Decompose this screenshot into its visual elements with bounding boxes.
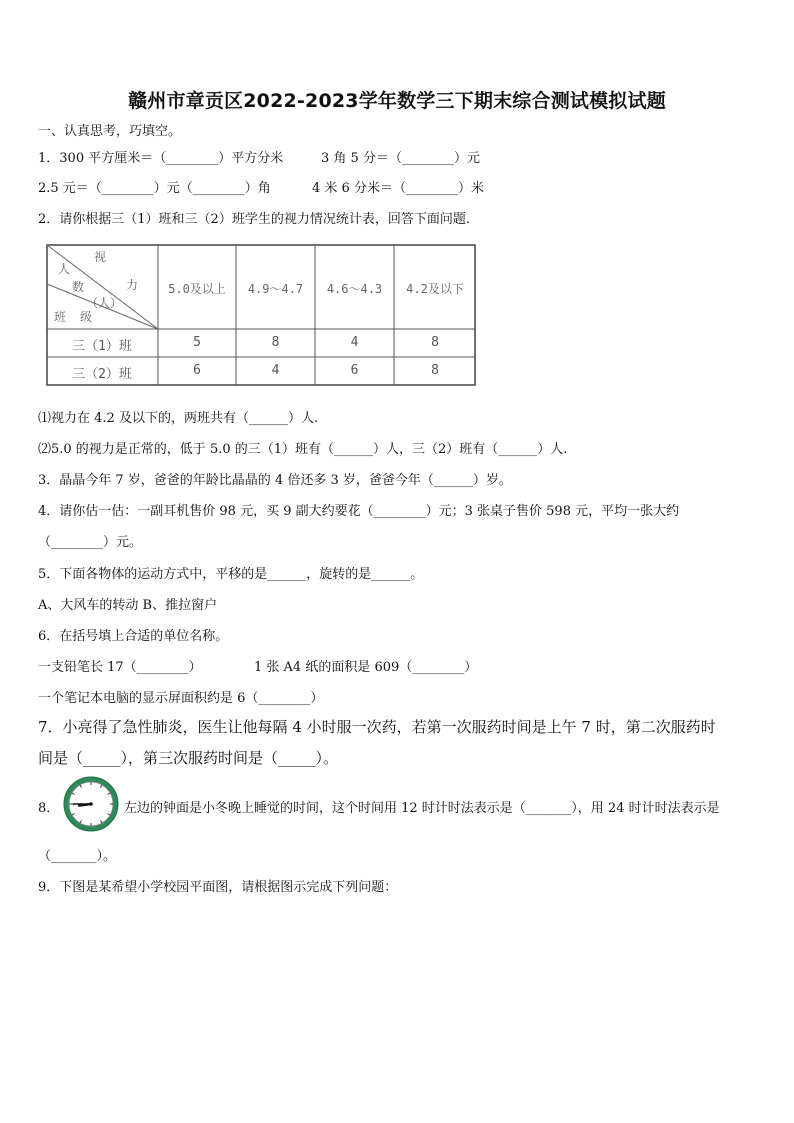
clock-face <box>62 775 120 833</box>
corner-label-class2: 级 <box>80 310 93 324</box>
header-5-0-plus: 5.0及以上 <box>168 282 226 296</box>
q1-line1b: 3 角 5 分＝（________）元 <box>321 151 480 166</box>
corner-label-vision1: 视 <box>94 250 107 264</box>
header-4-9-4-7: 4.9～4.7 <box>247 282 304 296</box>
q9-text: 9．下图是某希望小学校园平面图，请根据图示完成下列问题： <box>38 880 398 895</box>
q7-line2: 间是（_____），第三次服药时间是（_____）。 <box>38 749 339 767</box>
q4-line2: （________）元。 <box>38 535 143 550</box>
q5-text: 5．下面各物体的运动方式中，平移的是______，旋转的是______。 <box>38 567 424 582</box>
clock-icon <box>62 775 120 833</box>
row-label-class1: 三（1）班 <box>72 339 132 354</box>
corner-label-person2: 数 <box>72 280 85 294</box>
q1-line2a: 2.5 元＝（________）元（________）角 <box>38 181 271 196</box>
page-title: 赣州市章贡区2022-2023学年数学三下期末综合测试模拟试题 <box>128 90 666 112</box>
q8-number: 8． <box>38 801 60 816</box>
q3-text: 3．晶晶今年 7 岁，爸爸的年龄比晶晶的 4 倍还多 3 岁，爸爸今年（______）岁。 <box>38 473 512 488</box>
header-4-6-4-3: 4.6～4.3 <box>326 282 383 296</box>
corner-label-unit: （人） <box>86 296 123 310</box>
table-cell: 4 <box>350 335 359 350</box>
q2-sub2: ⑵5.0 的视力是正常的，低于 5.0 的三（1）班有（______）人，三（2）班有（______）人. <box>38 442 568 457</box>
corner-label-person1: 人 <box>58 262 71 276</box>
q6-line1b: 1 张 A4 纸的面积是 609（________） <box>254 660 478 675</box>
table-cell: 8 <box>431 335 439 350</box>
q8-line1: 左边的钟面是小冬晚上睡觉的时间，这个时间用 12 时计时法表示是（_______），用 24 时计时法表示是 <box>124 801 720 816</box>
q5-options: A、大风车的转动 B、推拉窗户 <box>38 598 218 613</box>
q6-line1a: 一支铅笔长 17（________） <box>38 660 202 675</box>
q1-line1a: 1．300 平方厘米＝（________）平方分米 <box>38 151 284 166</box>
row-label-class2: 三（2）班 <box>72 367 132 382</box>
corner-label-class1: 班 <box>54 310 67 324</box>
q2-sub1: ⑴视力在 4.2 及以下的，两班共有（______）人. <box>38 411 319 426</box>
q7-line1: 7．小亮得了急性肺炎，医生让他每隔 4 小时服一次药，若第一次服药时间是上午 7 时，第二次服药时 <box>38 718 716 736</box>
table-cell: 4 <box>271 363 280 378</box>
table-cell: 8 <box>431 363 439 378</box>
table-cell: 6 <box>193 363 201 378</box>
q6-line2: 一个笔记本电脑的显示屏面积约是 6（________） <box>38 691 324 706</box>
corner-label-vision2: 力 <box>126 278 139 292</box>
section-heading: 一、认真思考，巧填空。 <box>38 124 182 139</box>
q1-line2b: 4 米 6 分米＝（________）米 <box>312 181 484 196</box>
table-cell: 5 <box>193 335 201 350</box>
vision-table <box>46 244 476 386</box>
q2-text: 2．请你根据三（1）班和三（2）班学生的视力情况统计表，回答下面问题. <box>38 212 470 227</box>
q8-line2: （_______）。 <box>38 849 117 864</box>
table-cell: 6 <box>350 363 359 378</box>
table-cell: 8 <box>271 335 280 350</box>
header-4-2-below: 4.2及以下 <box>406 282 464 296</box>
q6-text: 6．在括号填上合适的单位名称。 <box>38 629 229 644</box>
q4-line1: 4．请你估一估：一副耳机售价 98 元，买 9 副大约要花（________）元；3 张桌子售价 598 元，平均一张大约 <box>38 504 680 519</box>
